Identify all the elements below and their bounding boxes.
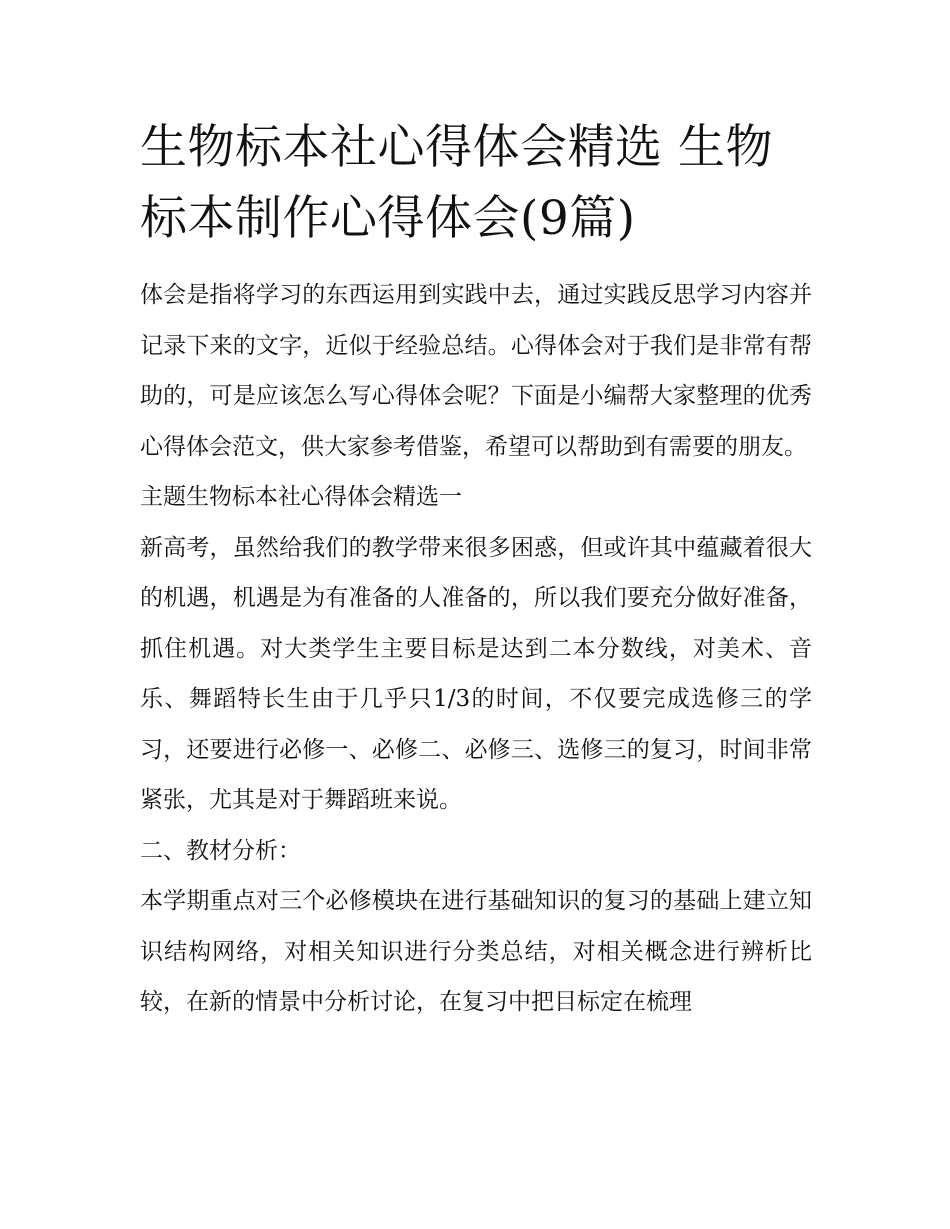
document-page [140,112,812,1028]
intro-paragraph: 体会是指将学习的东西运用到实践中去，通过实践反思学习内容并记录下来的文字，近似于经验总结。心得体会对于我们是非常有帮助的，可是应该怎么写心得体会呢？下面是小编帮大家整理的优秀心得体会范文，供大家参考借鉴，希望可以帮助到有需要的朋友。 [140,282,812,460]
body-paragraph-1: 新高考，虽然给我们的教学带来很多困惑，但或许其中蕴藏着很大的机遇，机遇是为有准备的人准备的，所以我们要充分做好准备，抓住机遇。对大类学生主要目标是达到二本分数线，对美术、音乐、舞蹈特长生由于几乎只1/3的时间，不仅要完成选修三的学习，还要进行必修一、必修二、必修三、选修三的复习，时间非常紧张，尤其是对于舞蹈班来说。 [140,534,812,813]
body-paragraph-2: 本学期重点对三个必修模块在进行基础知识的复习的基础上建立知识结构网络，对相关知识进行分类总结，对相关概念进行辨析比较，在新的情景中分析讨论，在复习中把目标定在梳理 [140,888,812,1015]
section-heading-1: 主题生物标本社心得体会精选一 [140,484,462,510]
document-title: 生物标本社心得体会精选 生物标本制作心得体会(9篇) [140,120,773,246]
section-heading-2: 二、教材分析： [140,837,301,864]
